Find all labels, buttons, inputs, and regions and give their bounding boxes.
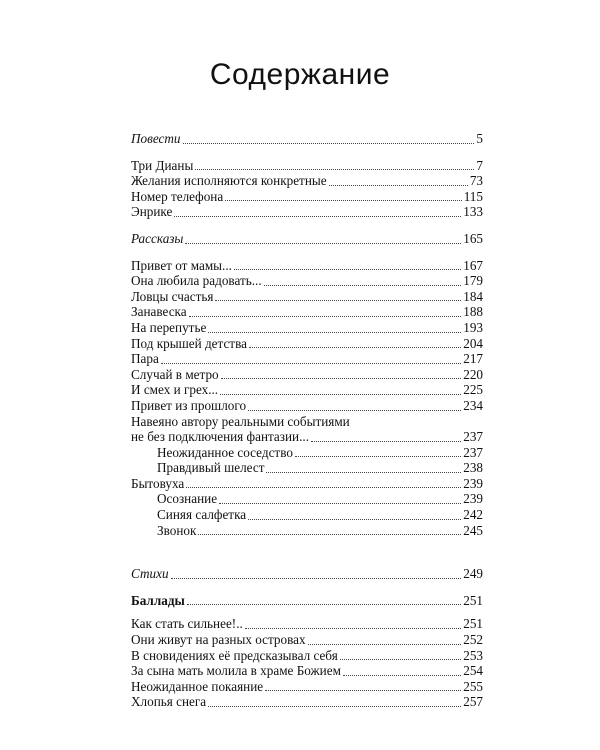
toc-subentry[interactable] [131,460,483,476]
toc-page-number: 238 [463,460,483,476]
toc-subentry[interactable] [131,507,483,523]
toc-entry-label: Навеяно автору реальными событиями [131,413,350,429]
toc-page-number: 245 [463,522,483,538]
toc-page-number: 193 [463,319,483,335]
toc-entry-bytovukha[interactable] [131,476,483,492]
toc-page-number: 254 [463,663,483,679]
toc-entry[interactable] [131,336,483,352]
leader-dots [264,274,462,286]
toc-entry-label: За сына мать молила в храме Божием [131,663,341,679]
toc-entry-label: Неожиданное соседство [157,444,293,460]
toc-entry-label: Случай в метро [131,366,219,382]
toc-section-povesti[interactable] [131,131,483,147]
toc-section-stikhi[interactable] [131,566,483,582]
toc-page-number: 188 [463,304,483,320]
toc-entry-label: Звонок [157,522,197,538]
toc-subsection-label: Баллады [131,592,185,608]
toc-page-number: 249 [463,566,483,582]
toc-page-number: 234 [463,397,483,413]
leader-dots [343,664,461,676]
toc-entry-label: Она любила радовать... [131,273,262,289]
toc-entry-label: Номер телефона [131,188,224,204]
toc-entry-label: Энрике [131,204,173,220]
toc-page-number: 252 [463,632,483,648]
toc-entry-label: Хлопья снега [131,694,207,710]
toc-section-label: Рассказы [131,230,184,246]
toc-subentry[interactable] [131,523,483,539]
toc-section-rasskazy[interactable] [131,231,483,247]
toc-page-number: 167 [463,257,483,273]
leader-dots [219,492,461,504]
toc-page-number: 237 [463,429,483,445]
toc-entry-label: Они живут на разных островах [131,632,306,648]
toc-page-number: 251 [463,616,483,632]
leader-dots [295,445,461,457]
toc-entry[interactable] [131,273,483,289]
toc-page-number: 115 [463,188,483,204]
toc-entry-label: не без подключения фантазии... [131,429,309,445]
toc-entry[interactable] [131,382,483,398]
toc-entry[interactable] [131,304,483,320]
toc-page-number: 239 [463,491,483,507]
toc-section-label: Стихи [131,566,169,582]
leader-dots [171,567,462,579]
toc-entry-inspired-line1[interactable] [131,414,483,430]
toc-entry-inspired[interactable] [131,429,483,445]
toc-page-number: 165 [463,230,483,246]
toc-section-label: Повести [131,131,181,146]
toc-entry[interactable] [131,616,483,632]
toc-entry-label: Правдивый шелест [157,460,265,476]
leader-dots [185,232,461,244]
toc-entry[interactable] [131,258,483,274]
toc-page-number: 253 [463,647,483,663]
leader-dots [174,205,461,217]
toc-entry[interactable] [131,289,483,305]
leader-dots [187,593,461,605]
toc-entry-label: Пара [131,351,159,367]
toc-entry-label: Желания исполняются конкретные [131,173,327,189]
leader-dots [215,289,461,301]
leader-dots [195,158,474,170]
toc-entry[interactable] [131,679,483,695]
toc-page-number: 184 [463,288,483,304]
leader-dots [189,305,462,317]
leader-dots [183,132,475,144]
toc-entry[interactable] [131,189,483,205]
toc-entry[interactable] [131,694,483,710]
toc-page-number: 133 [463,204,483,220]
toc-page-number: 5 [476,131,483,146]
leader-dots [265,679,461,691]
leader-dots [220,383,461,395]
toc-entry-label: Синяя салфетка [157,507,247,523]
toc-entry-label: На перепутье [131,319,207,335]
leader-dots [234,258,461,270]
leader-dots [221,367,462,379]
toc-page-number: 242 [463,507,483,523]
leader-dots [329,174,468,186]
toc-entry-label: Неожиданное покаяние [131,678,264,694]
toc-entry-label: В сновидениях её предсказывал себя [131,647,338,663]
leader-dots [340,648,461,660]
toc-entry-label: Привет из прошлого [131,397,247,413]
toc-subentry[interactable] [131,491,483,507]
toc-entry-label: Три Дианы [131,157,194,173]
toc-entry[interactable] [131,351,483,367]
toc-entry-label: Бытовуха [131,475,185,491]
leader-dots [198,523,461,535]
toc-entry[interactable] [131,648,483,664]
toc-entry-label: Привет от мамы... [131,257,232,273]
toc-page-number: 257 [463,694,483,710]
leader-dots [249,336,461,348]
toc-entry-label: Как стать сильнее!.. [131,616,243,632]
toc-page-number: 73 [469,173,483,189]
toc-entry[interactable] [131,632,483,648]
leader-dots [161,352,461,364]
toc-page-number: 237 [463,444,483,460]
toc-page-number: 220 [463,366,483,382]
toc-entry[interactable] [131,320,483,336]
toc-entry-label: Осознание [157,491,218,507]
leader-dots [225,189,461,201]
toc-entry-label: Занавеска [131,304,187,320]
toc-entry[interactable] [131,204,483,220]
toc-page-number: 7 [476,157,483,173]
toc-page-number: 225 [463,382,483,398]
toc-entry[interactable] [131,367,483,383]
toc-subentry[interactable] [131,445,483,461]
leader-dots [266,461,461,473]
leader-dots [311,430,461,442]
toc-page-number: 179 [463,273,483,289]
toc-entry-label: И смех и грех... [131,382,219,398]
toc-page-number: 204 [463,335,483,351]
toc-entry-label: Под крышей детства [131,335,247,351]
leader-dots [248,399,461,411]
page-title: Содержание [209,58,391,91]
leader-dots [208,695,461,707]
toc-page-number: 239 [463,475,483,491]
table-of-contents [131,131,483,710]
toc-page-number: 217 [463,351,483,367]
toc-page-number: 255 [463,678,483,694]
leader-dots [186,476,461,488]
toc-entry[interactable] [131,663,483,679]
toc-subsection-ballady[interactable] [131,593,483,609]
leader-dots [308,633,462,645]
leader-dots [208,321,461,333]
toc-entry[interactable] [131,158,483,174]
toc-entry-label: Ловцы счастья [131,288,214,304]
leader-dots [248,508,461,520]
toc-entry[interactable] [131,398,483,414]
toc-page-number: 251 [463,592,483,608]
toc-entry[interactable] [131,173,483,189]
leader-dots [245,617,461,629]
